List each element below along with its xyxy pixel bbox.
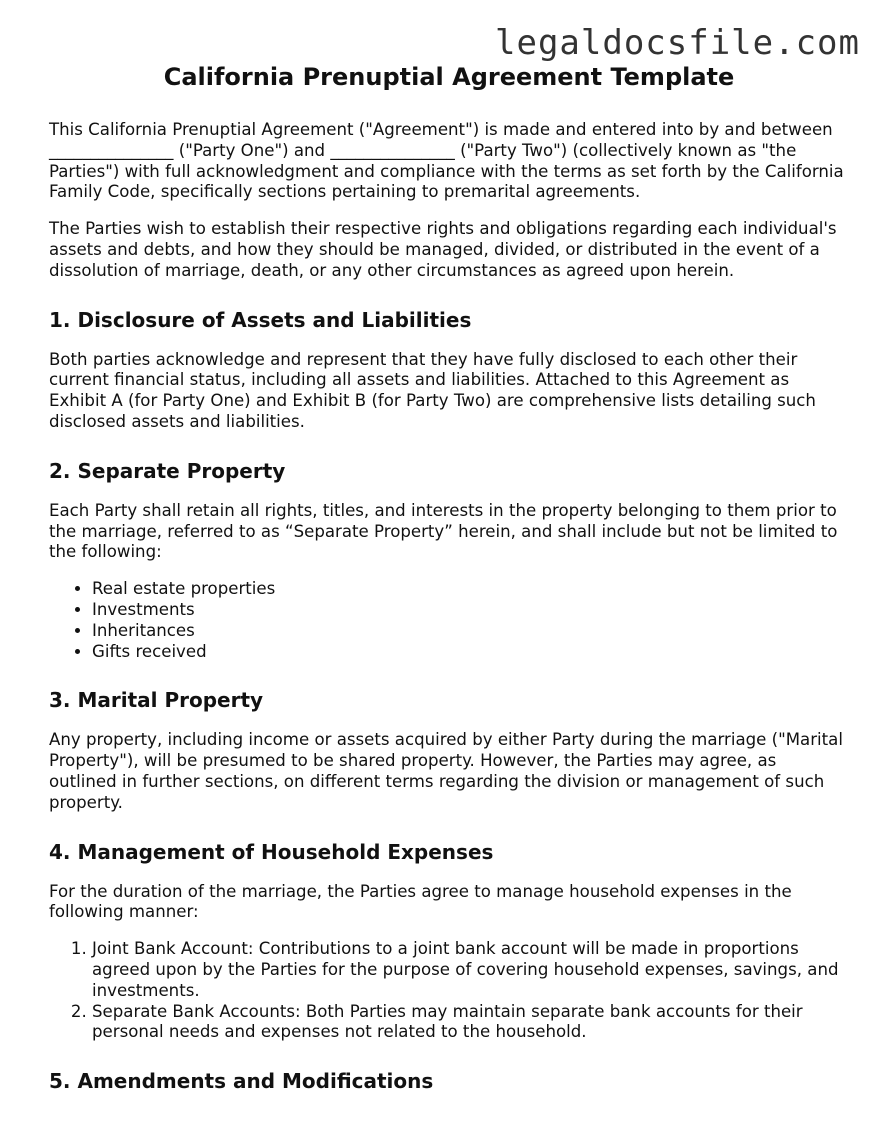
list-item: • Real estate properties [92,579,849,600]
document-title: California Prenuptial Agreement Template [163,63,735,91]
list-item: 1. Joint Bank Account: Contributions to a joint bank account will be made in proportions agreed upon by the Parties for the purpose of covering household expenses, savings, and investments. [92,939,849,1001]
section-3-body: Any property, including income or assets acquired by either Party during the marriage ("Marital Property"), will be presumed to be shared property. However, the Parties may agree, as outlined in further sections, on different terms regarding the division or management of such property. [49,730,843,812]
section-1-heading: 1. Disclosure of Assets and Liabilities [49,307,472,332]
section-4-body: For the duration of the marriage, the Parties agree to manage household expenses in the following manner: [49,881,792,922]
watermark: legaldocsfile.com [495,23,860,63]
section-2-body: Each Party shall retain all rights, titles, and interests in the property belonging to them prior to the marriage, referred to as “Separate Property” herein, and shall include but not be limited to the following: [49,500,838,562]
household-expenses-list [49,939,849,1043]
section-5-heading: 5. Amendments and Modifications [49,1069,434,1094]
section-3-heading: 3. Marital Property [49,688,264,713]
intro-paragraph-1: This California Prenuptial Agreement ("Agreement") is made and entered into by and between _______________ ("Party One") and _______________ ("Party Two") (collectively known as "the Parties") with full acknowledgment and compliance with the terms as set forth by the California Family Code, specifically sections pertaining to premarital agreements. [49,120,844,202]
separate-property-list [49,579,849,662]
intro-paragraph-2: The Parties wish to establish their respective rights and obligations regarding each individual's assets and debts, and how they should be managed, divided, or distributed in the event of a dissolution of marriage, death, or any other circumstances as agreed upon herein. [49,219,837,280]
document-page [49,62,849,1111]
list-item: • Gifts received [92,642,849,663]
list-item: • Inheritances [92,621,849,642]
list-item: 2. Separate Bank Accounts: Both Parties may maintain separate bank accounts for their personal needs and expenses not related to the household. [92,1002,849,1044]
section-2-heading: 2. Separate Property [49,458,286,483]
list-item: • Investments [92,600,849,621]
section-1-body: Both parties acknowledge and represent that they have fully disclosed to each other their current financial status, including all assets and liabilities. Attached to this Agreement as Exhibit A (for Party One) and Exhibit B (for Party Two) are comprehensive lists detailing such disclosed assets and liabilities. [49,349,816,431]
section-4-heading: 4. Management of Household Expenses [49,839,494,864]
